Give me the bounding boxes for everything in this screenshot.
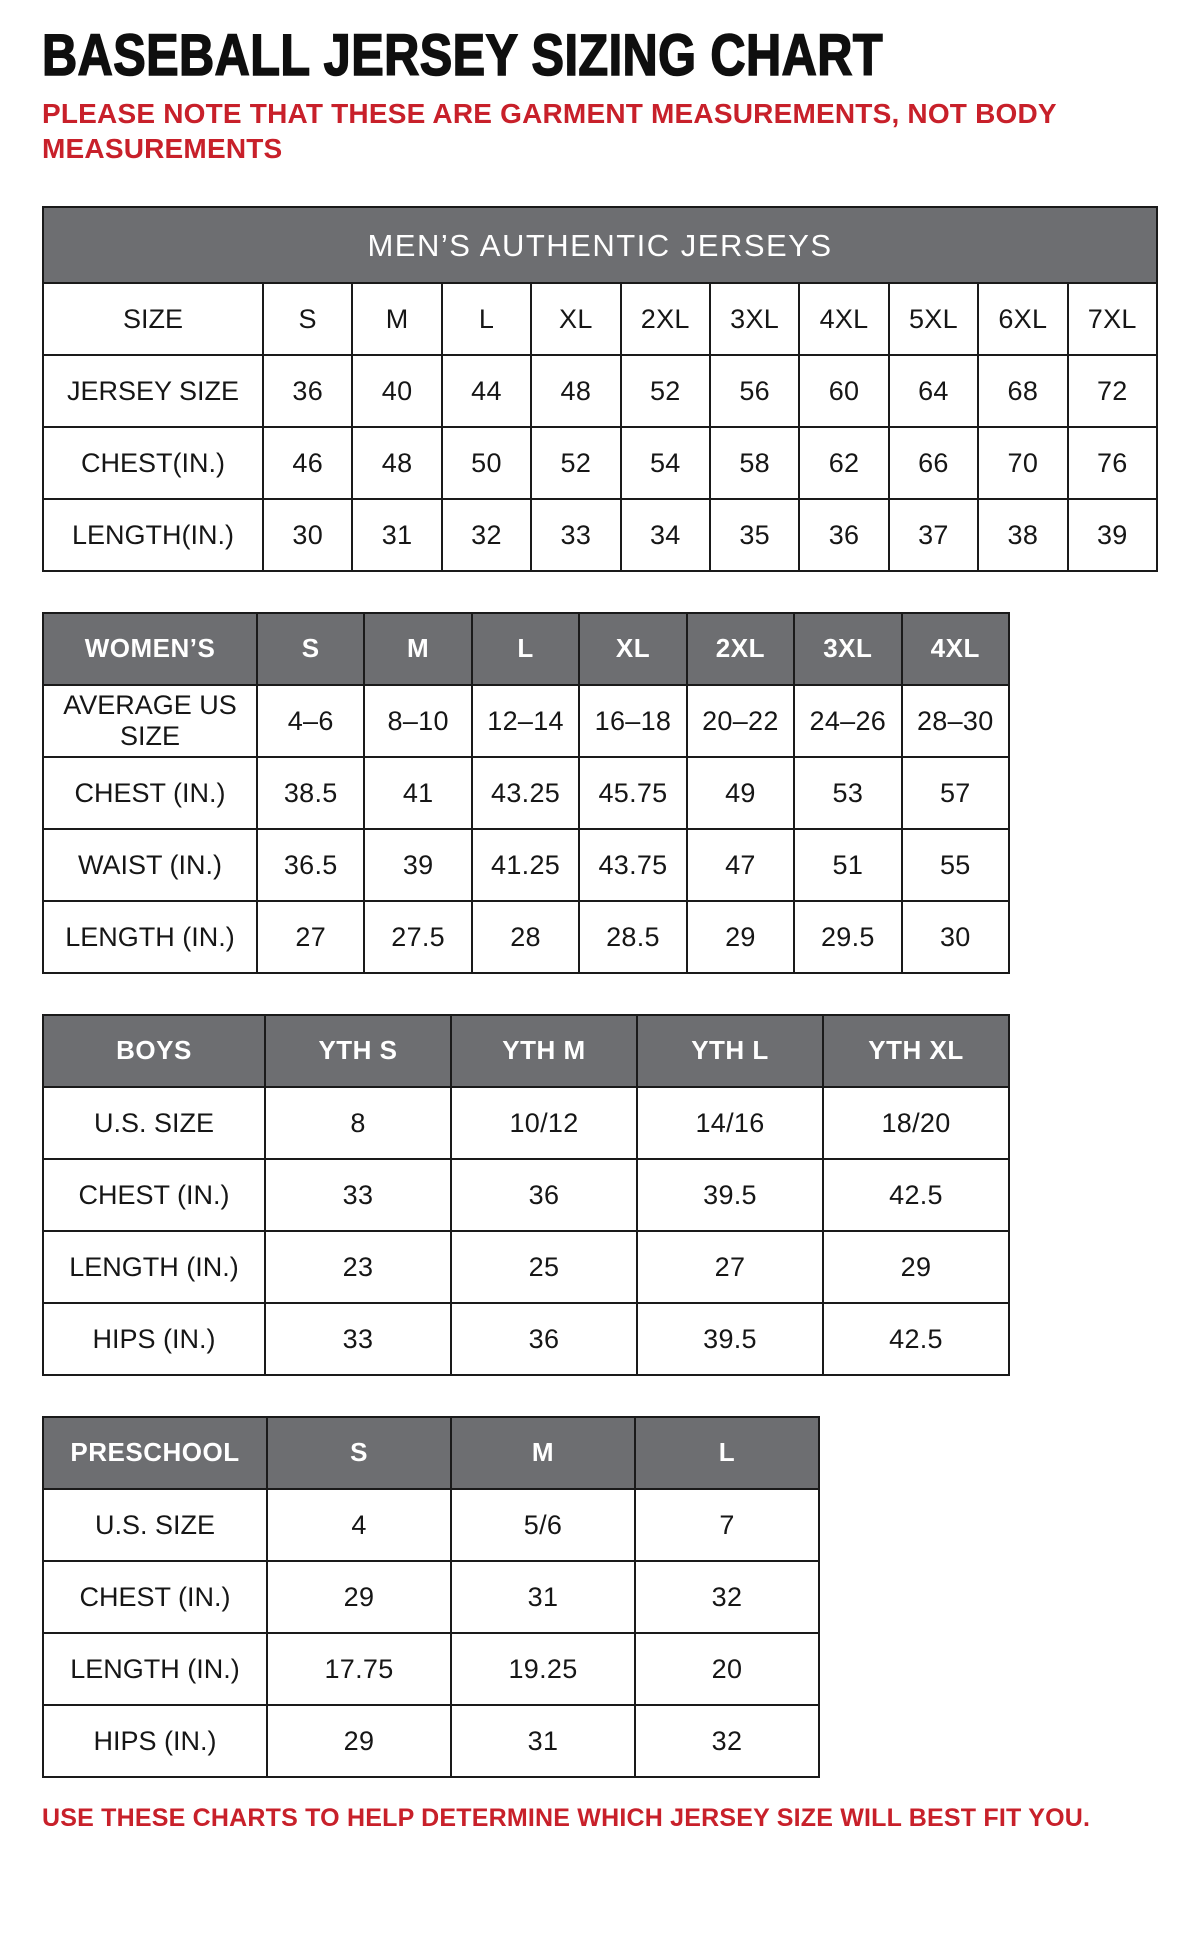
column-header: 3XL [794, 613, 901, 685]
size-value-cell: 32 [442, 499, 531, 571]
size-value-cell: 24–26 [794, 685, 901, 757]
size-value-cell: 58 [710, 427, 799, 499]
size-value-cell: 48 [352, 427, 441, 499]
size-value-cell: 48 [531, 355, 620, 427]
size-value-cell: 12–14 [472, 685, 579, 757]
preschool-header-label: PRESCHOOL [43, 1417, 267, 1489]
size-value-cell: 17.75 [267, 1633, 451, 1705]
size-value-cell: 39 [1068, 499, 1157, 571]
page-title: BASEBALL JERSEY SIZING CHART [42, 23, 884, 88]
size-value-cell: 55 [902, 829, 1009, 901]
table-row [43, 1561, 819, 1633]
column-header: XL [579, 613, 686, 685]
column-header: YTH XL [823, 1015, 1009, 1087]
size-value-cell: 49 [687, 757, 794, 829]
size-value-cell: 27.5 [364, 901, 471, 973]
table-row [43, 901, 1009, 973]
size-value-cell: 45.75 [579, 757, 686, 829]
size-value-cell: 72 [1068, 355, 1157, 427]
size-value-cell: 46 [263, 427, 352, 499]
size-value-cell: 57 [902, 757, 1009, 829]
size-value-cell: 39 [364, 829, 471, 901]
table-row [43, 1489, 819, 1561]
mens-sizing-table [42, 206, 1158, 572]
size-value-cell: 28 [472, 901, 579, 973]
size-value-cell: 76 [1068, 427, 1157, 499]
table-row [43, 1705, 819, 1777]
boys-sizing-table [42, 1014, 1010, 1376]
column-header: YTH L [637, 1015, 823, 1087]
size-value-cell: 31 [352, 499, 441, 571]
row-label: CHEST (IN.) [43, 757, 257, 829]
size-value-cell: 68 [978, 355, 1067, 427]
size-value-cell: 44 [442, 355, 531, 427]
size-value-cell: 4–6 [257, 685, 364, 757]
size-value-cell: 29 [267, 1705, 451, 1777]
size-value-cell: 14/16 [637, 1087, 823, 1159]
row-label: CHEST (IN.) [43, 1561, 267, 1633]
size-value-cell: 16–18 [579, 685, 686, 757]
table-row [43, 1303, 1009, 1375]
womens-sizing-table [42, 612, 1010, 974]
size-value-cell: 38 [978, 499, 1067, 571]
column-header: L [635, 1417, 819, 1489]
column-header: M [451, 1417, 635, 1489]
womens-header-label: WOMEN’S [43, 613, 257, 685]
size-value-cell: 41.25 [472, 829, 579, 901]
column-header: S [267, 1417, 451, 1489]
table-row [43, 499, 1157, 571]
row-label: U.S. SIZE [43, 1489, 267, 1561]
size-value-cell: 4 [267, 1489, 451, 1561]
size-value-cell: 50 [442, 427, 531, 499]
row-label: LENGTH(IN.) [43, 499, 263, 571]
size-value-cell: 7 [635, 1489, 819, 1561]
row-label: U.S. SIZE [43, 1087, 265, 1159]
size-value-cell: 40 [352, 355, 441, 427]
size-value-cell: 8–10 [364, 685, 471, 757]
table-row [43, 1231, 1009, 1303]
size-value-cell: 31 [451, 1561, 635, 1633]
size-value-cell: 54 [621, 427, 710, 499]
size-value-cell: XL [531, 283, 620, 355]
size-value-cell: 52 [531, 427, 620, 499]
size-value-cell: 32 [635, 1561, 819, 1633]
column-header: YTH M [451, 1015, 637, 1087]
row-label: HIPS (IN.) [43, 1705, 267, 1777]
size-value-cell: 23 [265, 1231, 451, 1303]
size-value-cell: 60 [799, 355, 888, 427]
footer-text: USE THESE CHARTS TO HELP DETERMINE WHICH JERSEY SIZE WILL BEST FIT YOU. [42, 1804, 1091, 1833]
size-value-cell: 31 [451, 1705, 635, 1777]
size-value-cell: 36 [263, 355, 352, 427]
size-value-cell: 43.75 [579, 829, 686, 901]
size-value-cell: 4XL [799, 283, 888, 355]
size-value-cell: 5XL [889, 283, 978, 355]
header-row [43, 1015, 1009, 1087]
size-value-cell: 42.5 [823, 1303, 1009, 1375]
row-label: CHEST(IN.) [43, 427, 263, 499]
size-value-cell: 52 [621, 355, 710, 427]
size-value-cell: 20 [635, 1633, 819, 1705]
mens-authentic-jerseys-banner: MEN’S AUTHENTIC JERSEYS [43, 207, 1157, 283]
size-value-cell: 39.5 [637, 1303, 823, 1375]
row-label: HIPS (IN.) [43, 1303, 265, 1375]
size-value-cell: 3XL [710, 283, 799, 355]
tables-container [42, 206, 1162, 1778]
column-header: M [364, 613, 471, 685]
size-value-cell: 30 [263, 499, 352, 571]
table-row [43, 1633, 819, 1705]
sizing-chart-page [42, 23, 1162, 1833]
size-value-cell: 41 [364, 757, 471, 829]
preschool-sizing-table [42, 1416, 820, 1778]
size-value-cell: 27 [257, 901, 364, 973]
size-value-cell: L [442, 283, 531, 355]
size-value-cell: 56 [710, 355, 799, 427]
size-value-cell: 20–22 [687, 685, 794, 757]
size-value-cell: 38.5 [257, 757, 364, 829]
row-label: WAIST (IN.) [43, 829, 257, 901]
size-value-cell: 36 [799, 499, 888, 571]
size-value-cell: 62 [799, 427, 888, 499]
size-value-cell: 28.5 [579, 901, 686, 973]
size-value-cell: 29 [823, 1231, 1009, 1303]
size-value-cell: 70 [978, 427, 1067, 499]
table-row [43, 427, 1157, 499]
column-header: 2XL [687, 613, 794, 685]
size-value-cell: 29 [687, 901, 794, 973]
row-label: JERSEY SIZE [43, 355, 263, 427]
table-row [43, 355, 1157, 427]
table-row [43, 1087, 1009, 1159]
table-row [43, 757, 1009, 829]
header-row [43, 613, 1009, 685]
size-value-cell: 39.5 [637, 1159, 823, 1231]
size-value-cell: 43.25 [472, 757, 579, 829]
table-row [43, 829, 1009, 901]
size-value-cell: 6XL [978, 283, 1067, 355]
size-value-cell: 10/12 [451, 1087, 637, 1159]
size-value-cell: 34 [621, 499, 710, 571]
row-label: LENGTH (IN.) [43, 1231, 265, 1303]
row-label: AVERAGE US SIZE [43, 685, 257, 757]
size-value-cell: 30 [902, 901, 1009, 973]
size-value-cell: 29 [267, 1561, 451, 1633]
row-label: LENGTH (IN.) [43, 901, 257, 973]
size-value-cell: 66 [889, 427, 978, 499]
size-value-cell: S [263, 283, 352, 355]
size-value-cell: 25 [451, 1231, 637, 1303]
column-header: 4XL [902, 613, 1009, 685]
size-value-cell: 32 [635, 1705, 819, 1777]
garment-measurements-note: PLEASE NOTE THAT THESE ARE GARMENT MEASUREMENTS, NOT BODY MEASUREMENTS [42, 97, 1057, 164]
size-value-cell: 36 [451, 1303, 637, 1375]
table-row [43, 1159, 1009, 1231]
size-value-cell: 36 [451, 1159, 637, 1231]
size-value-cell: 33 [531, 499, 620, 571]
row-label: SIZE [43, 283, 263, 355]
size-value-cell: 51 [794, 829, 901, 901]
size-value-cell: 19.25 [451, 1633, 635, 1705]
size-value-cell: 2XL [621, 283, 710, 355]
column-header: YTH S [265, 1015, 451, 1087]
column-header: L [472, 613, 579, 685]
size-value-cell: 36.5 [257, 829, 364, 901]
banner-row [43, 207, 1157, 283]
size-value-cell: 33 [265, 1159, 451, 1231]
size-value-cell: 35 [710, 499, 799, 571]
size-value-cell: 64 [889, 355, 978, 427]
size-value-cell: 28–30 [902, 685, 1009, 757]
size-value-cell: 18/20 [823, 1087, 1009, 1159]
boys-header-label: BOYS [43, 1015, 265, 1087]
size-value-cell: 5/6 [451, 1489, 635, 1561]
size-value-cell: 42.5 [823, 1159, 1009, 1231]
size-value-cell: 37 [889, 499, 978, 571]
size-value-cell: 53 [794, 757, 901, 829]
size-value-cell: 47 [687, 829, 794, 901]
column-header: S [257, 613, 364, 685]
header-row [43, 1417, 819, 1489]
table-row [43, 685, 1009, 757]
size-value-cell: 29.5 [794, 901, 901, 973]
row-label: CHEST (IN.) [43, 1159, 265, 1231]
size-value-cell: M [352, 283, 441, 355]
size-value-cell: 8 [265, 1087, 451, 1159]
size-value-cell: 7XL [1068, 283, 1157, 355]
size-value-cell: 33 [265, 1303, 451, 1375]
size-value-cell: 27 [637, 1231, 823, 1303]
row-label: LENGTH (IN.) [43, 1633, 267, 1705]
table-row [43, 283, 1157, 355]
